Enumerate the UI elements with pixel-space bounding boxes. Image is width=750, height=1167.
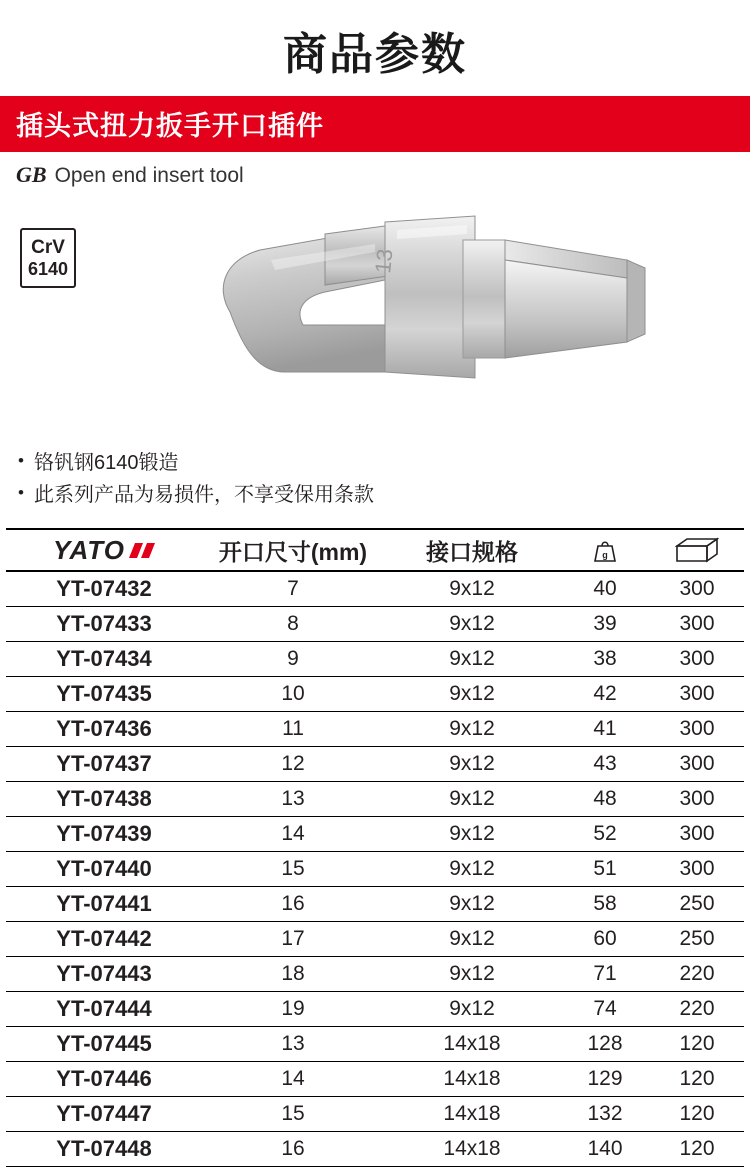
feature-text: 铬钒钢6140锻造 — [34, 452, 179, 474]
cell-box: 300 — [650, 712, 744, 747]
cell-code: YT-07447 — [6, 1097, 202, 1132]
table-row — [6, 887, 744, 922]
table-row — [6, 957, 744, 992]
cell-connection: 9x12 — [384, 922, 560, 957]
table-row — [6, 642, 744, 677]
cell-box: 300 — [650, 607, 744, 642]
spec-table-body — [6, 571, 744, 1167]
cell-weight: 60 — [560, 922, 650, 957]
spec-table — [6, 528, 744, 1167]
cell-size: 15 — [202, 1097, 384, 1132]
cell-connection: 14x18 — [384, 1062, 560, 1097]
cell-size: 14 — [202, 817, 384, 852]
table-row — [6, 747, 744, 782]
page-title: 商品参数 — [283, 30, 467, 79]
cell-box: 300 — [650, 747, 744, 782]
cell-weight: 40 — [560, 571, 650, 607]
cell-code: YT-07445 — [6, 1027, 202, 1062]
cell-code: YT-07438 — [6, 782, 202, 817]
bullet-icon: • — [18, 483, 24, 502]
yato-mark-icon — [129, 541, 155, 559]
cell-box: 300 — [650, 571, 744, 607]
cell-connection: 9x12 — [384, 712, 560, 747]
bullet-icon: • — [18, 451, 24, 470]
table-row — [6, 1027, 744, 1062]
cell-code: YT-07433 — [6, 607, 202, 642]
cell-connection: 14x18 — [384, 1027, 560, 1062]
cell-size: 8 — [202, 607, 384, 642]
list-item — [18, 480, 750, 510]
cell-size: 10 — [202, 677, 384, 712]
cell-connection: 14x18 — [384, 1097, 560, 1132]
open-end-insert-tool-icon — [175, 182, 675, 432]
cell-weight: 129 — [560, 1062, 650, 1097]
yato-logo-text: YATO — [53, 534, 125, 565]
cell-size: 17 — [202, 922, 384, 957]
cell-box: 220 — [650, 957, 744, 992]
cell-box: 120 — [650, 1097, 744, 1132]
column-header-code — [6, 529, 202, 571]
cell-code: YT-07436 — [6, 712, 202, 747]
cell-code: YT-07441 — [6, 887, 202, 922]
cell-weight: 58 — [560, 887, 650, 922]
table-row — [6, 782, 744, 817]
cell-weight: 43 — [560, 747, 650, 782]
material-badge-line1: CrV — [31, 236, 65, 258]
cell-code: YT-07440 — [6, 852, 202, 887]
table-row — [6, 817, 744, 852]
column-header-size: 开口尺寸(mm) — [202, 529, 384, 571]
cell-box: 250 — [650, 887, 744, 922]
column-header-box — [650, 529, 744, 571]
cell-weight: 39 — [560, 607, 650, 642]
cell-size: 13 — [202, 782, 384, 817]
box-icon — [650, 537, 744, 563]
cell-box: 120 — [650, 1027, 744, 1062]
cell-size: 7 — [202, 571, 384, 607]
table-row — [6, 1132, 744, 1167]
cell-size: 18 — [202, 957, 384, 992]
cell-connection: 9x12 — [384, 957, 560, 992]
cell-size: 11 — [202, 712, 384, 747]
table-row — [6, 992, 744, 1027]
cell-size: 19 — [202, 992, 384, 1027]
cell-box: 220 — [650, 992, 744, 1027]
spec-table-wrap — [0, 528, 750, 1167]
cell-size: 16 — [202, 887, 384, 922]
cell-weight: 128 — [560, 1027, 650, 1062]
cell-weight: 52 — [560, 817, 650, 852]
cell-box: 300 — [650, 817, 744, 852]
cell-box: 300 — [650, 852, 744, 887]
cell-box: 300 — [650, 677, 744, 712]
standard-label: GB — [16, 162, 47, 187]
cell-code: YT-07432 — [6, 571, 202, 607]
svg-text:g: g — [602, 550, 608, 560]
cell-weight: 42 — [560, 677, 650, 712]
cell-connection: 9x12 — [384, 571, 560, 607]
material-badge-line2: 6140 — [27, 258, 69, 279]
cell-connection: 9x12 — [384, 817, 560, 852]
cell-code: YT-07439 — [6, 817, 202, 852]
cell-code: YT-07437 — [6, 747, 202, 782]
cell-weight: 51 — [560, 852, 650, 887]
table-row — [6, 922, 744, 957]
table-row — [6, 852, 744, 887]
english-product-name: Open end insert tool — [54, 164, 244, 187]
cell-box: 120 — [650, 1062, 744, 1097]
cell-connection: 9x12 — [384, 887, 560, 922]
cell-connection: 9x12 — [384, 852, 560, 887]
cell-connection: 9x12 — [384, 642, 560, 677]
column-header-connection: 接口规格 — [384, 529, 560, 571]
cell-size: 13 — [202, 1027, 384, 1062]
weight-icon — [560, 537, 650, 563]
cell-weight: 71 — [560, 957, 650, 992]
cell-code: YT-07446 — [6, 1062, 202, 1097]
cell-code: YT-07434 — [6, 642, 202, 677]
cell-weight: 132 — [560, 1097, 650, 1132]
cell-size: 9 — [202, 642, 384, 677]
cell-connection: 9x12 — [384, 992, 560, 1027]
cell-code: YT-07442 — [6, 922, 202, 957]
table-row — [6, 1097, 744, 1132]
cell-connection: 9x12 — [384, 782, 560, 817]
cell-code: YT-07448 — [6, 1132, 202, 1167]
table-header-row — [6, 529, 744, 571]
cell-weight: 48 — [560, 782, 650, 817]
cell-code: YT-07444 — [6, 992, 202, 1027]
product-name-banner: 插头式扭力扳手开口插件 — [0, 96, 750, 152]
feature-text: 此系列产品为易损件，不享受保用条款 — [34, 484, 374, 506]
table-row — [6, 571, 744, 607]
product-image-area — [0, 192, 750, 442]
cell-size: 14 — [202, 1062, 384, 1097]
cell-connection: 9x12 — [384, 747, 560, 782]
column-header-weight — [560, 529, 650, 571]
yato-logo — [6, 535, 202, 566]
cell-size: 15 — [202, 852, 384, 887]
cell-size: 16 — [202, 1132, 384, 1167]
cell-box: 300 — [650, 782, 744, 817]
table-row — [6, 677, 744, 712]
cell-weight: 140 — [560, 1132, 650, 1167]
cell-weight: 74 — [560, 992, 650, 1027]
table-row — [6, 607, 744, 642]
cell-weight: 41 — [560, 712, 650, 747]
cell-box: 120 — [650, 1132, 744, 1167]
feature-list — [0, 448, 750, 510]
cell-code: YT-07435 — [6, 677, 202, 712]
table-row — [6, 712, 744, 747]
list-item — [18, 448, 750, 478]
cell-connection: 9x12 — [384, 677, 560, 712]
cell-box: 250 — [650, 922, 744, 957]
cell-weight: 38 — [560, 642, 650, 677]
cell-connection: 9x12 — [384, 607, 560, 642]
table-row — [6, 1062, 744, 1097]
cell-code: YT-07443 — [6, 957, 202, 992]
engraved-size-mark: 13 — [370, 247, 398, 275]
cell-box: 300 — [650, 642, 744, 677]
cell-connection: 14x18 — [384, 1132, 560, 1167]
cell-size: 12 — [202, 747, 384, 782]
